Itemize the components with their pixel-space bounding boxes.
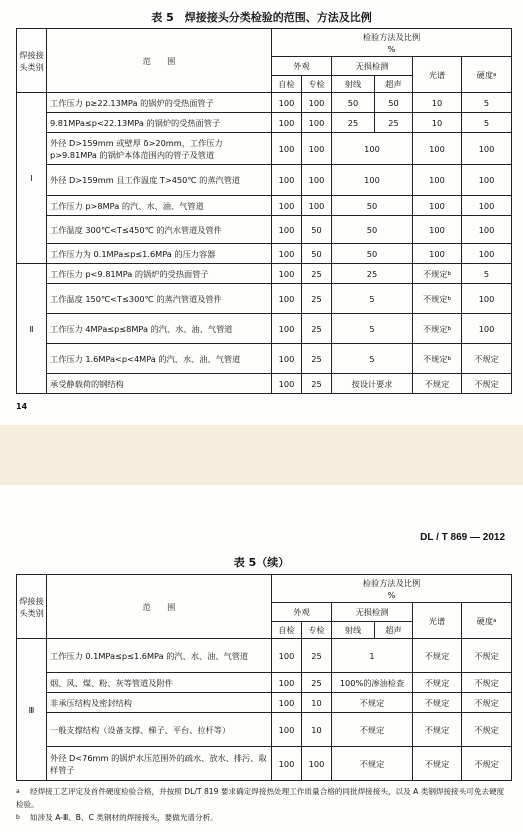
hardness-cell: 不规定 <box>462 673 512 693</box>
table-row <box>17 639 512 673</box>
hardness-cell: 5 <box>462 93 512 113</box>
special-check-cell: 10 <box>302 713 332 747</box>
ndt-cell: 50 <box>332 196 413 216</box>
scope-cell: 工作温度 150℃<T≤300℃ 的蒸汽管道及管件 <box>47 284 272 314</box>
special-check-cell: 25 <box>302 374 332 394</box>
hardness-cell: 不规定 <box>462 639 512 673</box>
spectrum-cell <box>413 284 462 314</box>
self-check-cell: 100 <box>272 374 302 394</box>
hardness-cell: 100 <box>462 216 512 244</box>
header-ndt: 无损检测 <box>332 603 413 622</box>
category-cell: Ⅰ <box>17 93 47 264</box>
table-row <box>17 344 512 374</box>
special-check-cell: 25 <box>302 314 332 344</box>
spectrum-cell: 不规定 <box>413 639 462 673</box>
ndt-cell: 5 <box>332 314 413 344</box>
header-hardness-label: 硬度 <box>476 69 494 80</box>
hardness-cell: 不规定 <box>462 344 512 374</box>
header-category: 焊接接头类别 <box>17 29 47 93</box>
page-divider <box>0 425 523 485</box>
spectrum-cell: 100 <box>413 244 462 264</box>
table-row <box>17 747 512 781</box>
scope-cell: 工作温度 300℃<T≤450℃ 的汽水管道及管件 <box>47 216 272 244</box>
scope-cell: 非承压结构及密封结构 <box>47 693 272 713</box>
header-hardness <box>462 603 512 639</box>
spectrum-cell <box>413 344 462 374</box>
header-method-label: 检验方法及比例 <box>362 31 421 42</box>
spectrum-cell: 10 <box>413 93 462 113</box>
footnote-text: 如涉及 A-Ⅲ、B、C 类钢材的焊接接头，要做光谱分析。 <box>30 813 218 822</box>
scope-cell: 9.81MPa≤p<22.13MPa 的锅炉的受热面管子 <box>47 113 272 133</box>
header-spectrum: 光谱 <box>413 57 462 93</box>
spectrum-cell: 不规定 <box>413 747 462 781</box>
category-cell: Ⅲ <box>17 639 47 781</box>
header-radiographic: 射线 <box>332 622 375 639</box>
self-check-cell: 100 <box>272 693 302 713</box>
self-check-cell: 100 <box>272 93 302 113</box>
header-percent: % <box>387 43 396 54</box>
footnote-mark: b <box>447 325 452 332</box>
table-row <box>17 244 512 264</box>
header-special-check: 专检 <box>302 76 332 93</box>
spectrum-cell: 100 <box>413 165 462 196</box>
header-hardness-label: 硬度 <box>476 615 494 626</box>
ndt-cell: 100 <box>332 165 413 196</box>
header-method-label: 检验方法及比例 <box>362 577 421 588</box>
spectrum-cell <box>413 264 462 284</box>
table-row <box>17 264 512 284</box>
special-check-cell: 100 <box>302 747 332 781</box>
hardness-cell: 100 <box>462 196 512 216</box>
page-bottom <box>0 485 523 832</box>
table-row <box>17 113 512 133</box>
table-row <box>17 693 512 713</box>
special-check-cell: 50 <box>302 216 332 244</box>
footnote-b <box>16 811 511 824</box>
footnote-mark: a <box>16 788 20 795</box>
ndt-cell: 25 <box>332 264 413 284</box>
header-special-check: 专检 <box>302 622 332 639</box>
self-check-cell: 100 <box>272 713 302 747</box>
spectrum-cell: 不规定 <box>413 673 462 693</box>
footnote-text: 经焊接工艺评定及首件硬度检验合格，并按照 DL/T 819 要求确定焊接热处理工作质量合格的同批焊接接头，以及 A 类钢焊接接头可免去硬度检验。 <box>16 787 505 809</box>
header-radiographic: 射线 <box>332 76 375 93</box>
self-check-cell: 100 <box>272 216 302 244</box>
special-check-cell: 10 <box>302 693 332 713</box>
table-row <box>17 314 512 344</box>
spectrum-cell: 不规定 <box>413 693 462 713</box>
ndt-cell: 按设计要求 <box>332 374 413 394</box>
self-check-cell: 100 <box>272 673 302 693</box>
spectrum-cell <box>413 314 462 344</box>
header-hardness <box>462 57 512 93</box>
hardness-cell: 5 <box>462 113 512 133</box>
scope-cell: 工作压力 p≥22.13MPa 的锅炉的受热面管子 <box>47 93 272 113</box>
scope-cell: 外径 D>159mm 且工作温度 T>450℃ 的蒸汽管道 <box>47 165 272 196</box>
table-row <box>17 673 512 693</box>
self-check-cell: 100 <box>272 344 302 374</box>
table-row <box>17 374 512 394</box>
ultrasonic-cell: 25 <box>375 113 413 133</box>
table-row <box>17 133 512 165</box>
header-method-ratio <box>272 575 512 603</box>
radiographic-cell: 25 <box>332 113 375 133</box>
inspection-table-continued <box>16 574 512 781</box>
footnote-mark: b <box>447 270 452 277</box>
category-cell: Ⅱ <box>17 264 47 394</box>
table-row <box>17 196 512 216</box>
scope-cell: 一般支撑结构（设备支撑、梯子、平台、拉杆等） <box>47 713 272 747</box>
self-check-cell: 100 <box>272 113 302 133</box>
ndt-cell: 100 <box>332 133 413 165</box>
spectrum-cell: 100 <box>413 133 462 165</box>
footnote-mark: a <box>493 617 497 624</box>
footnotes <box>16 785 511 824</box>
ndt-cell: 不规定 <box>332 747 413 781</box>
footnote-mark: b <box>447 355 452 362</box>
spectrum-cell: 不规定 <box>413 713 462 747</box>
self-check-cell: 100 <box>272 264 302 284</box>
scope-cell: 工作压力 p<9.81MPa 的锅炉的受热面管子 <box>47 264 272 284</box>
hardness-cell: 不规定 <box>462 713 512 747</box>
table-row <box>17 713 512 747</box>
header-scope: 范 围 <box>47 29 272 93</box>
self-check-cell: 100 <box>272 133 302 165</box>
header-ultrasonic: 超声 <box>375 76 413 93</box>
ndt-cell: 5 <box>332 344 413 374</box>
special-check-cell: 100 <box>302 165 332 196</box>
scope-cell: 工作压力 p>8MPa 的汽、水、油、气管道 <box>47 196 272 216</box>
self-check-cell: 100 <box>272 314 302 344</box>
special-check-cell: 25 <box>302 673 332 693</box>
spectrum-cell: 100 <box>413 216 462 244</box>
hardness-cell: 100 <box>462 133 512 165</box>
special-check-cell: 25 <box>302 264 332 284</box>
ndt-cell: 5 <box>332 284 413 314</box>
ndt-cell: 不规定 <box>332 713 413 747</box>
ndt-cell: 50 <box>332 216 413 244</box>
header-ultrasonic: 超声 <box>375 622 413 639</box>
footnote-mark: a <box>493 71 497 78</box>
header-visual: 外观 <box>272 603 332 622</box>
header-method-ratio <box>272 29 512 57</box>
table-row <box>17 165 512 196</box>
hardness-cell: 不规定 <box>462 747 512 781</box>
hardness-cell: 不规定 <box>462 693 512 713</box>
self-check-cell: 100 <box>272 639 302 673</box>
ndt-cell: 1 <box>332 639 413 673</box>
header-spectrum: 光谱 <box>413 603 462 639</box>
table-row <box>17 216 512 244</box>
header-scope: 范 围 <box>47 575 272 639</box>
table-title: 表 5 焊接接头分类检验的范围、方法及比例 <box>151 11 372 24</box>
table-row <box>17 284 512 314</box>
table-row <box>17 93 512 113</box>
scope-cell: 工作压力 1.6MPa<p<4MPa 的汽、水、油、气管道 <box>47 344 272 374</box>
table-title-continued: 表 5（续） <box>233 556 290 569</box>
scope-cell: 外径 D>159mm 或壁厚 δ>20mm，工作压力 p>9.81MPa 的锅炉本体范围内的管子及管道 <box>47 133 272 165</box>
hardness-cell: 100 <box>462 165 512 196</box>
special-check-cell: 25 <box>302 284 332 314</box>
footnote-a <box>16 785 511 811</box>
hardness-cell: 5 <box>462 264 512 284</box>
scope-cell: 外径 D<76mm 的锅炉水压范围外的疏水、放水、排污、取样管子 <box>47 747 272 781</box>
scope-cell: 烟、风、煤、粉、灰等管道及附件 <box>47 673 272 693</box>
special-check-cell: 100 <box>302 113 332 133</box>
footnote-mark: b <box>447 295 452 302</box>
special-check-cell: 25 <box>302 639 332 673</box>
spectrum-value: 不规定 <box>422 323 448 334</box>
footnote-mark: b <box>16 814 20 821</box>
special-check-cell: 100 <box>302 93 332 113</box>
special-check-cell: 25 <box>302 344 332 374</box>
scope-cell: 工作压力 4MPa≤p≤8MPa 的汽、水、油、气管道 <box>47 314 272 344</box>
self-check-cell: 100 <box>272 165 302 196</box>
spectrum-cell: 10 <box>413 113 462 133</box>
spectrum-value: 不规定 <box>422 353 448 364</box>
spectrum-cell: 不规定 <box>413 374 462 394</box>
hardness-cell: 100 <box>462 284 512 314</box>
hardness-cell: 不规定 <box>462 374 512 394</box>
standard-number: DL / T 869 — 2012 <box>420 532 505 543</box>
spectrum-cell: 100 <box>413 196 462 216</box>
ndt-cell: 100%的渗油检查 <box>332 673 413 693</box>
hardness-cell: 100 <box>462 244 512 264</box>
header-ndt: 无损检测 <box>332 57 413 76</box>
ndt-cell: 不规定 <box>332 693 413 713</box>
header-visual: 外观 <box>272 57 332 76</box>
self-check-cell: 100 <box>272 196 302 216</box>
special-check-cell: 50 <box>302 244 332 264</box>
special-check-cell: 100 <box>302 133 332 165</box>
inspection-table <box>16 28 512 394</box>
self-check-cell: 100 <box>272 244 302 264</box>
hardness-cell: 100 <box>462 314 512 344</box>
page-number: 14 <box>16 402 28 411</box>
scope-cell: 承受静载荷的钢结构 <box>47 374 272 394</box>
spectrum-value: 不规定 <box>422 268 448 279</box>
ultrasonic-cell: 50 <box>375 93 413 113</box>
header-self-check: 自检 <box>272 76 302 93</box>
header-category: 焊接接头类别 <box>17 575 47 639</box>
self-check-cell: 100 <box>272 747 302 781</box>
radiographic-cell: 50 <box>332 93 375 113</box>
scope-cell: 工作压力为 0.1MPa≤p≤1.6MPa 的压力容器 <box>47 244 272 264</box>
spectrum-value: 不规定 <box>422 293 448 304</box>
self-check-cell: 100 <box>272 284 302 314</box>
scope-cell: 工作压力 0.1MPa≤p≤1.6MPa 的汽、水、油、气管道 <box>47 639 272 673</box>
special-check-cell: 100 <box>302 196 332 216</box>
header-self-check: 自检 <box>272 622 302 639</box>
header-percent: % <box>387 589 396 600</box>
ndt-cell: 50 <box>332 244 413 264</box>
